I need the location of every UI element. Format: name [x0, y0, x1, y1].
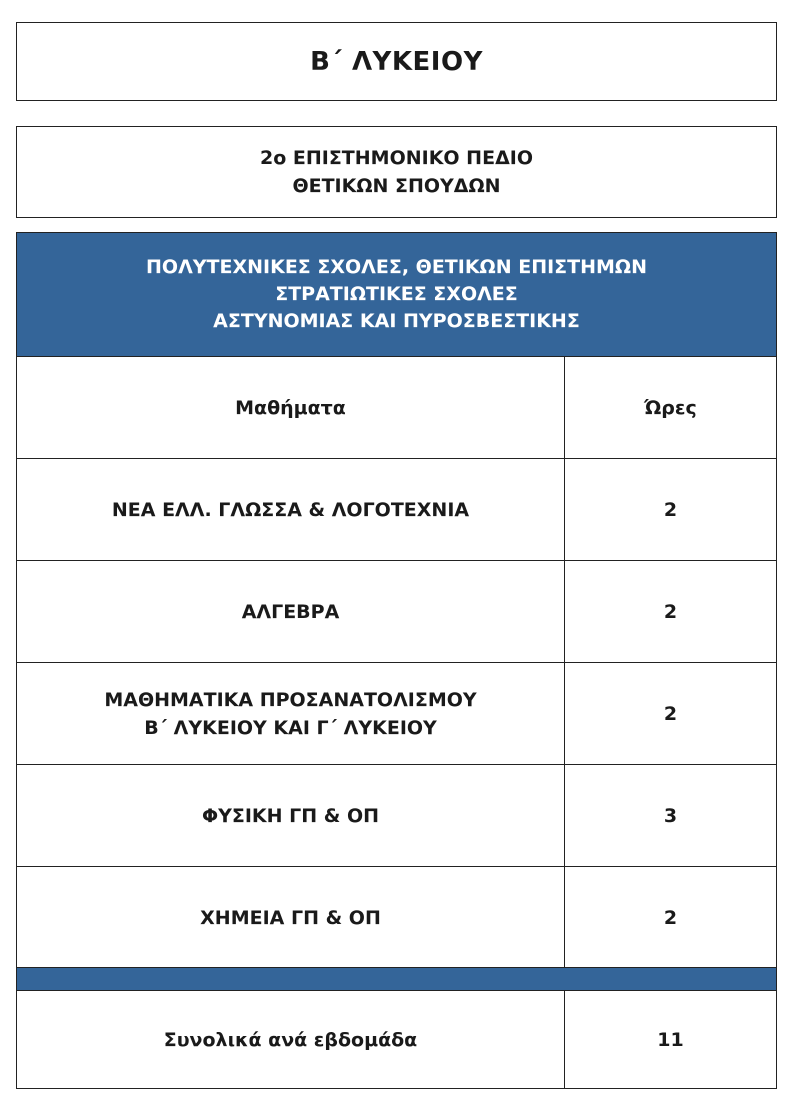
hours-cell — [565, 867, 776, 968]
table-header-row — [17, 356, 776, 458]
total-hours-cell — [565, 991, 776, 1089]
subject-column-header — [17, 357, 565, 458]
schools-header — [17, 233, 776, 356]
subject-cell — [17, 765, 565, 866]
hours-cell — [565, 459, 776, 560]
total-label: Συνολικά ανά εβδομάδα — [163, 1029, 418, 1051]
hours-cell — [565, 765, 776, 866]
subject-cell — [17, 867, 565, 968]
subject-label: ΧΗΜΕΙΑ ΓΠ & ΟΠ — [200, 906, 381, 929]
hours-value: 2 — [663, 498, 678, 521]
subject-label: ΦΥΣΙΚΗ ΓΠ & ΟΠ — [201, 804, 380, 827]
hours-cell — [565, 663, 776, 764]
hours-column-header — [565, 357, 776, 458]
schools-line3: ΑΣΤΥΝΟΜΙΑΣ ΚΑΙ ΠΥΡΟΣΒΕΣΤΙΚΗΣ — [213, 310, 580, 332]
subject-cell — [17, 561, 565, 662]
total-hours-value: 11 — [657, 1029, 684, 1051]
field-title-line2: ΘΕΤΙΚΩΝ ΣΠΟΥΔΩΝ — [292, 175, 501, 197]
field-title-line1: 2ο ΕΠΙΣΤΗΜΟΝΙΚΟ ΠΕΔΙΟ — [259, 147, 533, 169]
table-row — [17, 764, 776, 866]
table-row — [17, 662, 776, 764]
schedule-table — [16, 232, 777, 1089]
hours-value: 2 — [663, 600, 678, 623]
hours-value: 2 — [663, 702, 678, 725]
separator-band — [17, 967, 776, 991]
total-label-cell — [17, 991, 565, 1089]
subject-cell — [17, 663, 565, 764]
hours-value: 2 — [663, 906, 678, 929]
field-box — [16, 126, 777, 218]
table-row — [17, 866, 776, 968]
subject-label-line2: Β΄ ΛΥΚΕΙΟΥ ΚΑΙ Γ΄ ΛΥΚΕΙΟΥ — [144, 716, 437, 739]
schools-line2: ΣΤΡΑΤΙΩΤΙΚΕΣ ΣΧΟΛΕΣ — [275, 283, 518, 305]
page-title: Β΄ ΛΥΚΕΙΟΥ — [310, 46, 483, 77]
subject-label: ΜΑΘΗΜΑΤΙΚΑ ΠΡΟΣΑΝΑΤΟΛΙΣΜΟΥ — [104, 688, 477, 711]
subject-cell — [17, 459, 565, 560]
table-row — [17, 560, 776, 662]
table-row — [17, 458, 776, 560]
hours-cell — [565, 561, 776, 662]
hours-value: 3 — [663, 804, 678, 827]
subject-header-label: Μαθήματα — [235, 396, 346, 419]
hours-header-label: Ώρες — [644, 396, 697, 419]
title-box — [16, 22, 777, 101]
subject-label: ΝΕΑ ΕΛΛ. ΓΛΩΣΣΑ & ΛΟΓΟΤΕΧΝΙΑ — [111, 498, 470, 521]
total-row — [17, 991, 776, 1089]
schools-line1: ΠΟΛΥΤΕΧΝΙΚΕΣ ΣΧΟΛΕΣ, ΘΕΤΙΚΩΝ ΕΠΙΣΤΗΜΩΝ — [146, 256, 647, 278]
subject-label: ΑΛΓΕΒΡΑ — [241, 600, 340, 623]
